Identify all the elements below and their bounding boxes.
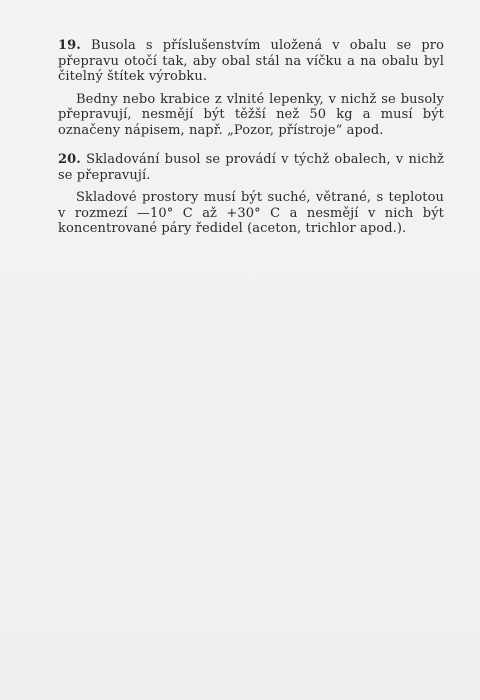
section-20-paragraph-1 xyxy=(58,152,444,183)
section-20 xyxy=(58,152,444,237)
section-19-paragraph-2: Bedny nebo krabice z vlnité lepenky, v nichž se busoly přepravují, nesmějí být těžší než 50 kg a musí být označeny nápisem, např. „Pozor, přístroje“ apod. xyxy=(58,91,444,138)
section-19-paragraph-1-text: Busola s příslušenstvím uložená v obalu se pro přepravu otočí tak, aby obal stál na víčku a na obalu byl čitelný štítek výrobku. xyxy=(58,38,444,84)
section-20-paragraph-1-text: Skladování busol se provádí v týchž obalech, v nichž se přepravují. xyxy=(58,152,445,183)
section-19-number: 19. xyxy=(58,38,81,53)
section-19-paragraph-1 xyxy=(58,38,444,85)
section-20-paragraph-2: Skladové prostory musí být suché, větrané, s teplotou v rozmezí —10° C až +30° C a nesmějí v nich být koncentrované páry ředidel (aceton, trichlor apod.). xyxy=(58,190,444,236)
section-20-number: 20. xyxy=(58,152,81,167)
section-19 xyxy=(58,38,444,138)
